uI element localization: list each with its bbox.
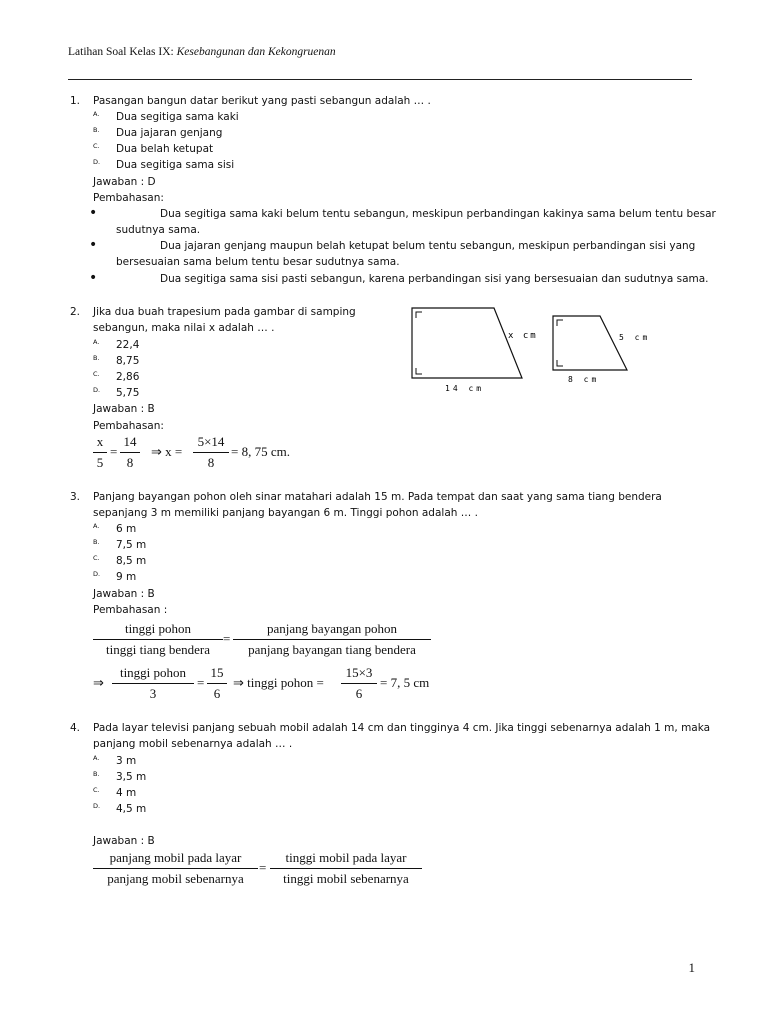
denominator: panjang bayangan tiang bendera xyxy=(248,642,416,657)
numerator: 15 xyxy=(210,665,224,680)
option-label: B. xyxy=(93,538,100,546)
discussion-label: Pembahasan : xyxy=(93,604,168,616)
implies-text: ⇒ x = xyxy=(151,444,183,459)
option-text: 7,5 m xyxy=(116,539,147,551)
numerator: panjang mobil pada layar xyxy=(109,850,242,865)
question-text-cont: sepanjang 3 m memiliki panjang bayangan 6 m. Tinggi pohon adalah … . xyxy=(93,507,478,519)
option-text: Dua segitiga sama sisi xyxy=(116,159,235,171)
option-text: 4,5 m xyxy=(116,803,147,815)
option-text: Dua belah ketupat xyxy=(116,143,214,155)
equals-sign: = xyxy=(259,860,267,875)
option-text: 6 m xyxy=(116,523,137,535)
fraction xyxy=(233,620,431,659)
denominator: 6 xyxy=(355,686,363,701)
numerator: tinggi pohon xyxy=(124,621,192,636)
fraction xyxy=(120,433,140,472)
option-label: C. xyxy=(93,554,100,562)
option-text: 2,86 xyxy=(116,371,140,383)
numerator: 5×14 xyxy=(197,434,225,449)
big-base-label: 14 cm xyxy=(445,384,485,393)
option-label: D. xyxy=(93,570,101,578)
option-text: Dua jajaran genjang xyxy=(116,127,223,139)
header-rule xyxy=(68,79,692,80)
option-label: C. xyxy=(93,370,100,378)
bullet-icon: • xyxy=(89,205,98,221)
small-base-label: 8 cm xyxy=(568,375,600,384)
page-header xyxy=(68,46,336,58)
result-text: = 7, 5 cm xyxy=(380,675,430,690)
denominator: tinggi mobil sebenarnya xyxy=(283,871,409,886)
fraction xyxy=(341,664,377,703)
denominator: tinggi tiang bendera xyxy=(106,642,210,657)
question-number: 2. xyxy=(70,306,81,318)
right-angle-mark xyxy=(557,320,563,326)
bullet-icon: • xyxy=(89,237,98,253)
denominator: 3 xyxy=(149,686,157,701)
option-text: 8,75 xyxy=(116,355,140,367)
option-text: 22,4 xyxy=(116,339,140,351)
option-label: B. xyxy=(93,354,100,362)
option-text: 8,5 m xyxy=(116,555,147,567)
option-label: D. xyxy=(93,386,101,394)
option-label: A. xyxy=(93,754,100,762)
numerator: tinggi pohon xyxy=(119,665,187,680)
page-number: 1 xyxy=(688,960,695,975)
denominator: 8 xyxy=(126,455,134,470)
question-number: 3. xyxy=(70,491,81,503)
question-number: 4. xyxy=(70,722,81,734)
question-text: Pasangan bangun datar berikut yang pasti sebangun adalah … . xyxy=(93,95,431,107)
denominator: 5 xyxy=(96,455,104,470)
implies-text: ⇒ tinggi pohon = xyxy=(233,675,324,690)
question-number: 1. xyxy=(70,95,81,107)
bullet-text: Dua jajaran genjang maupun belah ketupat belum tentu sebangun, meskipun perbandingan sisi yang xyxy=(160,240,696,252)
option-label: A. xyxy=(93,338,100,346)
equals-sign: = xyxy=(197,675,205,690)
trapezoid-figure xyxy=(400,300,660,400)
answer-text: Jawaban : B xyxy=(93,403,155,415)
option-text: 3,5 m xyxy=(116,771,147,783)
implies-sign: ⇒ xyxy=(93,675,104,690)
fraction xyxy=(270,849,422,888)
question-text: Panjang bayangan pohon oleh sinar matahari adalah 15 m. Pada tempat dan saat yang sama tiang bendera xyxy=(93,491,662,503)
option-label: A. xyxy=(93,110,100,118)
numerator: x xyxy=(96,434,104,449)
option-label: C. xyxy=(93,142,100,150)
bullet-text: Dua segitiga sama sisi pasti sebangun, karena perbandingan sisi yang bersesuaian dan sudutnya sama. xyxy=(160,273,709,285)
equals-sign: = xyxy=(110,444,118,459)
option-label: D. xyxy=(93,802,101,810)
small-trapezoid xyxy=(553,316,627,370)
option-label: D. xyxy=(93,158,101,166)
discussion-label: Pembahasan: xyxy=(93,192,164,204)
numerator: 14 xyxy=(123,434,137,449)
big-side-label: x cm xyxy=(508,331,538,341)
right-angle-mark xyxy=(557,360,563,366)
discussion-label: Pembahasan: xyxy=(93,420,164,432)
bullet-icon: • xyxy=(89,270,98,286)
question-text: Jika dua buah trapesium pada gambar di samping xyxy=(93,306,356,318)
fraction xyxy=(193,433,229,472)
header-subtitle: Kesebangunan dan Kekongruenan xyxy=(176,46,336,58)
numerator: panjang bayangan pohon xyxy=(267,621,397,636)
fraction xyxy=(112,664,194,703)
question-text-cont: panjang mobil sebenarnya adalah … . xyxy=(93,738,293,750)
numerator: tinggi mobil pada layar xyxy=(285,850,407,865)
bullet-text-cont: sudutnya sama. xyxy=(116,224,201,236)
option-text: 4 m xyxy=(116,787,137,799)
option-label: C. xyxy=(93,786,100,794)
option-text: 3 m xyxy=(116,755,137,767)
fraction xyxy=(93,620,223,659)
header-title: Latihan Soal Kelas IX: xyxy=(68,46,174,58)
answer-text: Jawaban : B xyxy=(93,588,155,600)
denominator: panjang mobil sebenarnya xyxy=(107,871,244,886)
question-text-cont: sebangun, maka nilai x adalah … . xyxy=(93,322,275,334)
bullet-text: Dua segitiga sama kaki belum tentu sebangun, meskipun perbandingan kakinya sama belum tentu besar xyxy=(160,208,716,220)
question-text: Pada layar televisi panjang sebuah mobil adalah 14 cm dan tingginya 4 cm. Jika tinggi sebenarnya adalah 1 m, maka xyxy=(93,722,711,734)
big-trapezoid xyxy=(412,308,522,378)
denominator: 6 xyxy=(213,686,221,701)
result-text: = 8, 75 cm. xyxy=(231,444,290,459)
answer-text: Jawaban : B xyxy=(93,835,155,847)
option-text: 5,75 xyxy=(116,387,140,399)
option-label: B. xyxy=(93,126,100,134)
answer-text: Jawaban : D xyxy=(93,176,156,188)
fraction xyxy=(93,849,258,888)
bullet-text-cont: bersesuaian sama belum tentu besar sudutnya sama. xyxy=(116,256,400,268)
equals-sign: = xyxy=(223,631,231,646)
right-angle-mark xyxy=(416,312,422,318)
option-label: A. xyxy=(93,522,100,530)
fraction xyxy=(207,664,227,703)
numerator: 15×3 xyxy=(345,665,373,680)
fraction xyxy=(93,433,107,472)
small-side-label: 5 cm xyxy=(619,333,651,342)
right-angle-mark xyxy=(416,368,422,374)
option-text: Dua segitiga sama kaki xyxy=(116,111,239,123)
option-text: 9 m xyxy=(116,571,137,583)
option-label: B. xyxy=(93,770,100,778)
denominator: 8 xyxy=(207,455,215,470)
